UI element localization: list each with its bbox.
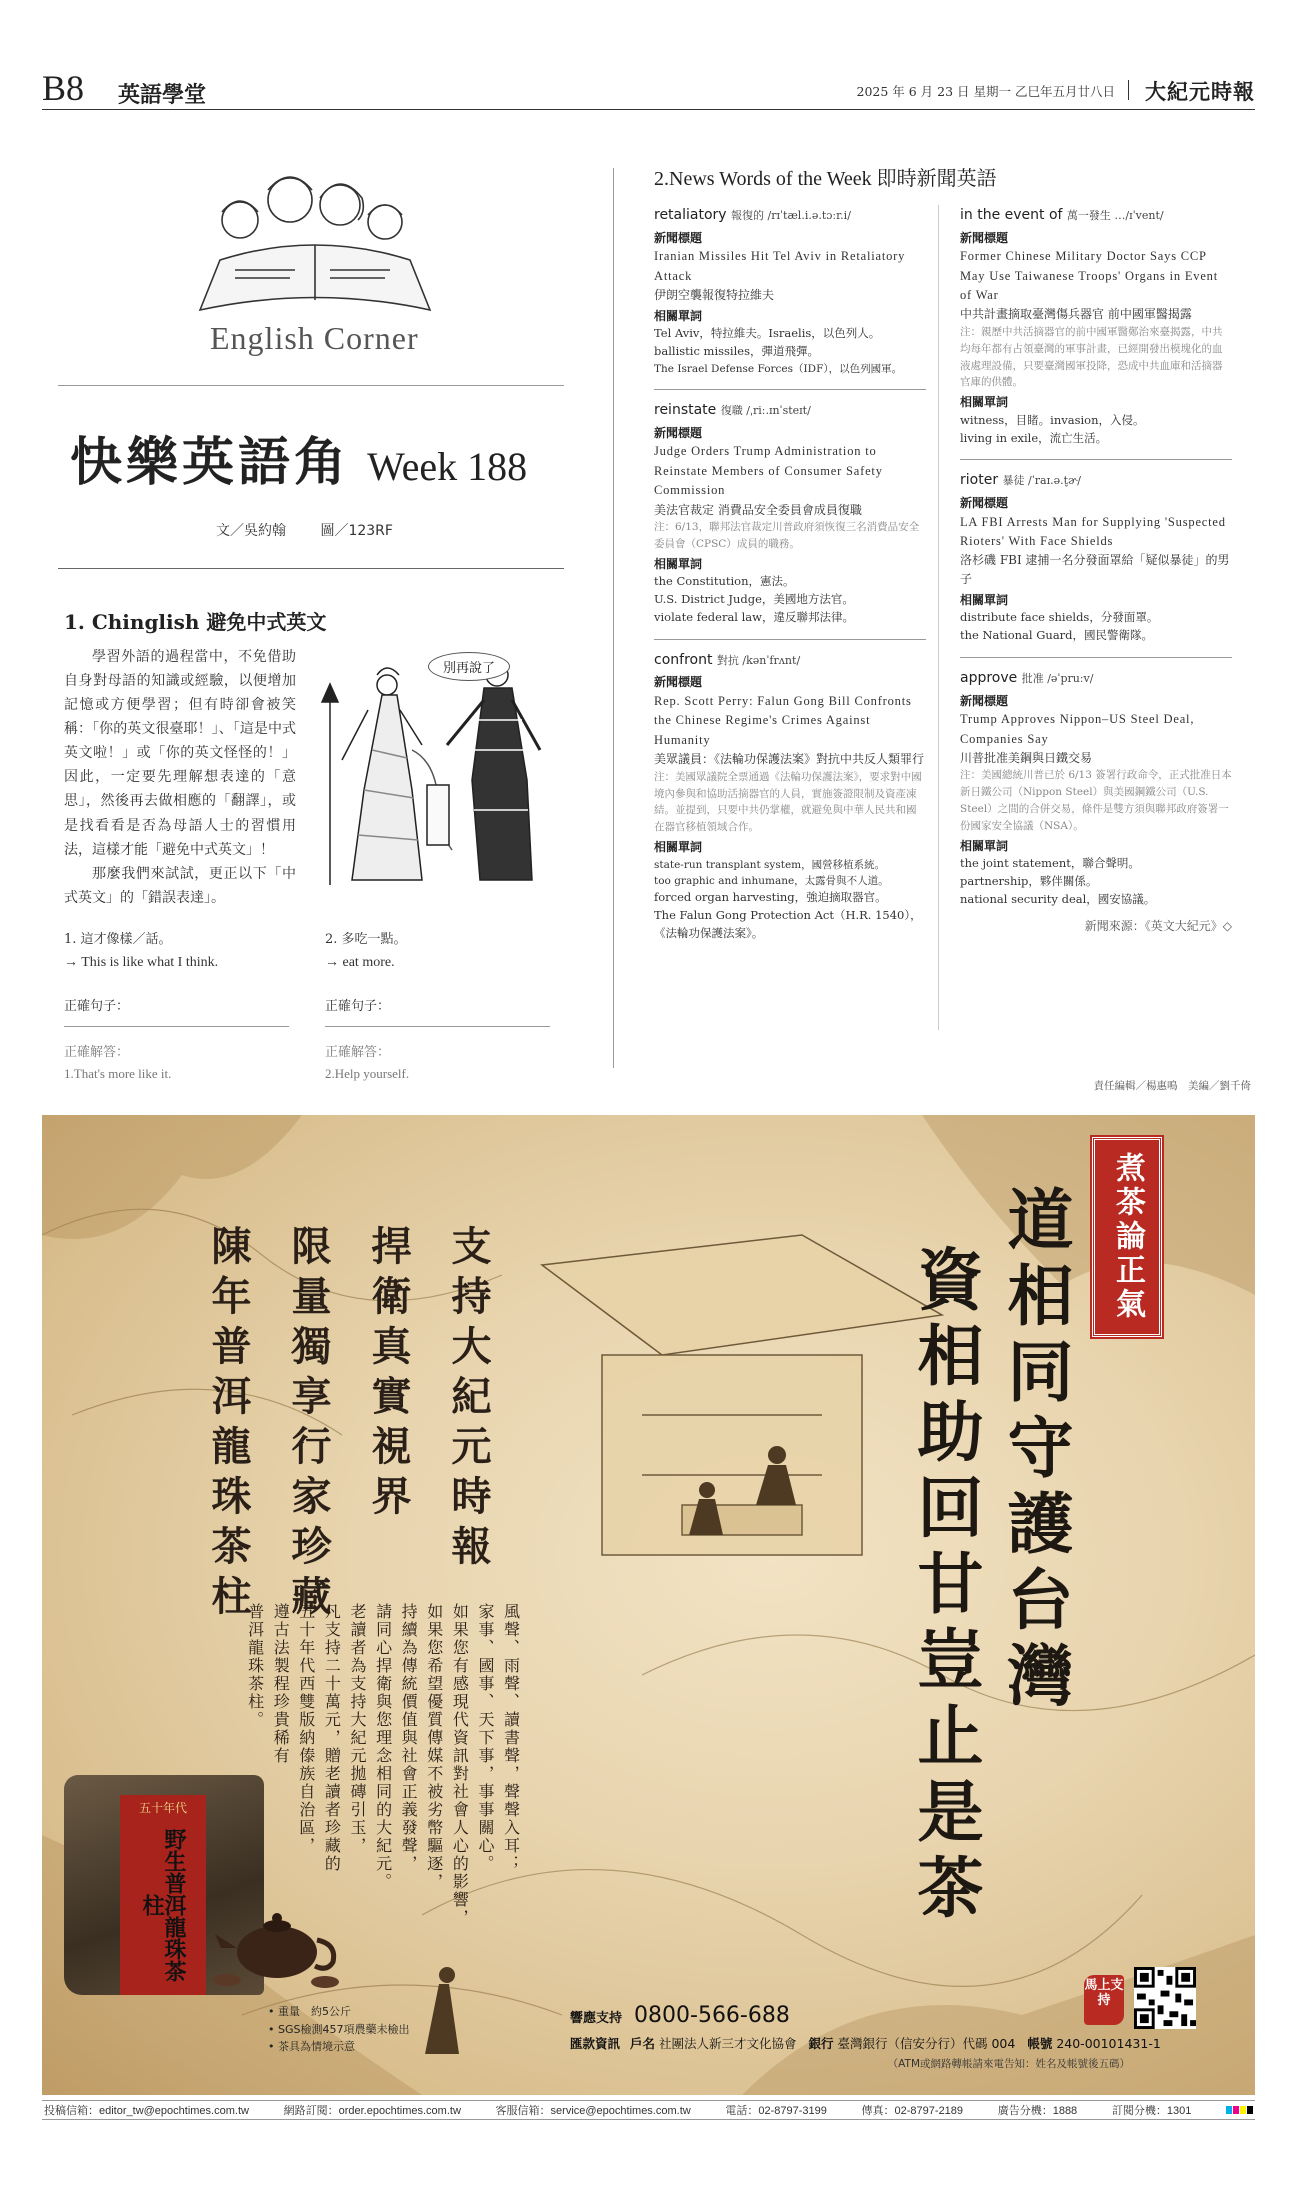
ad-body bbox=[242, 1603, 524, 1933]
support-stamp bbox=[1084, 1975, 1124, 2025]
exercise-2 bbox=[325, 928, 555, 1082]
news-col-1 bbox=[654, 205, 926, 942]
related-word: ballistic missiles，彈道飛彈。 bbox=[654, 344, 819, 359]
related-word: the National Guard，國民警衛隊。 bbox=[960, 628, 1154, 643]
headline-en: LA FBI Arrests Man for Supplying 'Suspected Rioters' With Face Shields bbox=[960, 514, 1226, 549]
paragraph: 學習外語的過程當中，不免借助自身對母語的知識或經驗，以便增加記憶或方便學習；但有時卻會被笑稱：「你的英文很臺耶！」、「這是中式英文啦！」或「你的英文怪怪的！」因此，一定要先理解想表達的「意思」，然後再去做相應的「翻譯」，或是找看看是否為母語人士的習慣用法，這樣才能「避免中式英文」！ bbox=[64, 649, 296, 858]
qr-code-icon[interactable] bbox=[1134, 1967, 1196, 2029]
byline-row bbox=[216, 520, 393, 540]
hotline-number[interactable]: 0800-566-688 bbox=[634, 2003, 790, 2028]
page-number: B8 bbox=[42, 68, 85, 108]
related-word: distribute face shields，分發面罩。 bbox=[960, 610, 1159, 625]
headline-en: Former Chinese Military Doctor Says CCP May Use Taiwanese Troops' Organs in Event of War bbox=[960, 249, 1219, 303]
news-entry bbox=[654, 205, 926, 377]
ad-heading-3: 限量獨享行家珍藏 bbox=[285, 1225, 332, 1625]
related-word: too graphic and inhumane，太露骨與不人道。 bbox=[654, 874, 889, 887]
headline-en: Judge Orders Trump Administration to Reinstate Members of Consumer Safety Commission bbox=[654, 444, 883, 498]
headline-en: Trump Approves Nippon–US Steel Deal, Companies Say bbox=[960, 712, 1195, 746]
footer-ad-ext: 廣告分機：1888 bbox=[997, 2105, 1078, 2117]
exercise-question: 2. 多吃一點。 bbox=[325, 932, 407, 947]
spec-text: 重量 約5公斤 bbox=[278, 2005, 351, 2018]
spec-item: • 重量 約5公斤 bbox=[268, 2005, 351, 2018]
headline-label: 新聞標題 bbox=[654, 675, 703, 690]
related-word: state-run transplant system，國營移植系統。 bbox=[654, 858, 886, 871]
ad-slogan-2: 資相助回甘豈止是茶 bbox=[906, 1245, 984, 1929]
greek-figures-illustration bbox=[312, 640, 562, 890]
headline-note: 注：6/13，聯邦法官裁定川普政府須恢復三名消費品安全委員會（CPSC）成員的職務。 bbox=[654, 521, 920, 550]
answer-label: 正確解答： bbox=[325, 1045, 391, 1060]
related-word: partnership，夥伴關係。 bbox=[960, 874, 1098, 889]
correct-sentence-label: 正確句子： bbox=[325, 999, 391, 1014]
headline-zh: 伊朗空襲報復特拉維夫 bbox=[654, 288, 775, 303]
headline-en: Rep. Scott Perry: Falun Gong Bill Confronts the Chinese Regime's Crimes Against Humanity bbox=[654, 694, 912, 747]
footer-email[interactable]: 投稿信箱：editor_tw@epochtimes.com.tw bbox=[44, 2105, 249, 2117]
headline-zh: 美法官裁定 消費品安全委員會成員復職 bbox=[654, 502, 862, 517]
footer-phone: 電話：02-8797-3199 bbox=[725, 2105, 827, 2117]
headline-note: 注：美國總統川普已於 6/13 簽署行政命令，正式批准日本新日鐵公司（Nippon Steel）與美國鋼鐵公司（U.S. Steel）之間的合併交易，條件是雙方須與聯邦政府簽署一份國家安全協議（NSA）。 bbox=[960, 769, 1232, 832]
hotline-row bbox=[570, 2003, 1130, 2028]
headline-label: 新聞標題 bbox=[654, 230, 703, 245]
acct-name: 社團法人新三才文化協會 bbox=[659, 2036, 797, 2051]
ad-body-line: 持續為傳統價值與社會正義發聲， bbox=[399, 1603, 419, 1873]
ad-badge bbox=[1092, 1137, 1162, 1337]
ad-body-line: 風聲、雨聲、讀書聲，聲聲入耳； bbox=[501, 1603, 521, 1873]
entry-rule bbox=[960, 657, 1232, 658]
entry-headword bbox=[960, 470, 1232, 492]
headline-note: 注：親歷中共活摘器官的前中國軍醫鄭治來臺揭露，中共均每年都有占領臺灣的軍事計畫，已經開發出模塊化的血液處理設備，只要臺灣國軍投降，恐成中共血庫和活摘器官庫的供體。 bbox=[960, 326, 1223, 389]
ad-body-line: 普洱龍珠茶柱。 bbox=[245, 1603, 265, 1729]
related-label: 相關單詞 bbox=[960, 395, 1009, 410]
tea-label-era: 五十年代 bbox=[138, 1801, 187, 1815]
answer-label: 正確解答： bbox=[64, 1045, 130, 1060]
chinglish-body bbox=[64, 645, 296, 910]
ad-body-line: 請同心捍衛與您理念相同的大紀元。 bbox=[373, 1603, 393, 1891]
word: reinstate bbox=[654, 402, 717, 419]
related-word: national security deal，國安協議。 bbox=[960, 891, 1156, 906]
footer-fax: 傳真：02-8797-2189 bbox=[861, 2105, 964, 2117]
issue-date: 2025 年 6 月 23 日 星期一 乙巳年五月廿八日 bbox=[856, 84, 1115, 99]
badge-text: 煮茶論正氣 bbox=[1110, 1152, 1145, 1322]
ad-body-line: 如果您有感現代資訊對社會人心的影響， bbox=[450, 1603, 470, 1927]
spec-text: SGS檢測457項農藥未檢出 bbox=[278, 2022, 410, 2036]
spec-item: • SGS檢測457項農藥未檢出 bbox=[268, 2022, 410, 2036]
word: rioter bbox=[960, 472, 999, 489]
headline-label: 新聞標題 bbox=[654, 425, 703, 440]
definition: 對抗 /kənˈfrʌnt/ bbox=[716, 653, 801, 667]
acct-name-label: 戶名 bbox=[630, 2036, 656, 2051]
related-label: 相關單詞 bbox=[960, 838, 1009, 853]
article-title bbox=[70, 420, 570, 495]
footer-subscribe[interactable]: 網路訂閱：order.epochtimes.com.tw bbox=[283, 2105, 461, 2117]
ad-body-line: 凡支持二十萬元，贈老讀者珍藏的 bbox=[322, 1603, 342, 1873]
news-entry bbox=[654, 650, 926, 943]
word: in the event of bbox=[960, 207, 1063, 223]
entry-headword bbox=[960, 205, 1232, 227]
photo-credit: 圖／123RF bbox=[320, 523, 393, 539]
related-word: The Falun Gong Protection Act（H.R. 1540），《法輪功保護法案》。 bbox=[654, 907, 922, 940]
account-label: 帳號 bbox=[1027, 2036, 1053, 2051]
headline-label: 新聞標題 bbox=[960, 230, 1009, 245]
english-corner-logo bbox=[180, 160, 450, 360]
headline-zh: 洛杉磯 FBI 逮捕一名分發面罩給「疑似暴徒」的男子 bbox=[960, 553, 1230, 587]
news-col-2 bbox=[960, 205, 1232, 935]
tea-advertisement bbox=[42, 1115, 1255, 2095]
related-word: the joint statement，聯合聲明。 bbox=[960, 856, 1140, 871]
entry-headword bbox=[654, 650, 926, 672]
related-word: witness，目睹。invasion，入侵。 bbox=[960, 412, 1145, 427]
answer-blank[interactable] bbox=[325, 1026, 550, 1027]
column-divider bbox=[938, 205, 939, 1030]
news-entry bbox=[960, 205, 1232, 447]
reading-people-illustration bbox=[180, 160, 450, 320]
spec-item: • 茶具為情境示意 bbox=[268, 2040, 355, 2054]
entry-rule bbox=[654, 639, 926, 640]
related-label: 相關單詞 bbox=[654, 839, 703, 854]
word: retaliatory bbox=[654, 207, 727, 223]
logo-caption: English Corner bbox=[210, 320, 419, 356]
headline-label: 新聞標題 bbox=[960, 693, 1009, 708]
answer-text: 2.Help yourself. bbox=[325, 1066, 410, 1081]
spec-text: 茶具為情境示意 bbox=[278, 2040, 355, 2054]
ad-heading-4: 陳年普洱龍珠茶柱 bbox=[205, 1225, 252, 1625]
ad-heading-1: 支持大紀元時報 bbox=[445, 1225, 492, 1575]
related-word: forced organ harvesting，強迫摘取器官。 bbox=[654, 890, 887, 905]
definition: 批准 /əˈpruːv/ bbox=[1021, 671, 1094, 685]
title-week: Week 188 bbox=[367, 444, 528, 489]
entry-headword bbox=[960, 668, 1232, 690]
definition: 暴徒 /ˈraɪ.ə.t̬ɚ/ bbox=[1002, 474, 1081, 488]
headline-label: 新聞標題 bbox=[960, 496, 1009, 511]
ad-heading-2: 捍衛真實視界 bbox=[365, 1225, 412, 1525]
paper-name: 大紀元時報 bbox=[1145, 79, 1255, 104]
entry-rule bbox=[654, 389, 926, 390]
related-word: Tel Aviv，特拉維夫。Israelis，以色列人。 bbox=[654, 326, 881, 341]
related-label: 相關單詞 bbox=[654, 308, 703, 323]
wrong-sentence: → eat more. bbox=[325, 955, 395, 970]
entry-headword bbox=[654, 400, 926, 422]
entry-rule bbox=[960, 459, 1232, 460]
divider-bar bbox=[1128, 80, 1130, 100]
related-word: the Constitution，憲法。 bbox=[654, 574, 795, 589]
ad-slogan-1: 道相同守護台灣 bbox=[996, 1185, 1074, 1717]
headline-note: 注：美國眾議院全票通過《法輪功保護法案》，要求對中國境內參與和協助活摘器官的人員，實施簽證限制及資產凍結。並提到，只要中共仍掌權，就避免與中華人民共和國在器官移植領域合作。 bbox=[654, 770, 922, 834]
correct-sentence-label: 正確句子： bbox=[64, 999, 130, 1014]
paragraph: 那麼我們來試試，更正以下「中式英文」的「錯誤表達」。 bbox=[64, 865, 296, 906]
related-word: violate federal law，違反聯邦法律。 bbox=[654, 609, 855, 624]
title-main: 快樂英語角 bbox=[70, 432, 351, 493]
news-source: 新聞來源：《英文大紀元》◇ bbox=[1084, 918, 1232, 933]
editor-credits: 責任編輯／楊惠鳴 美編／劉千倚 bbox=[1093, 1080, 1251, 1092]
news-entry bbox=[960, 470, 1232, 644]
definition: 復職 /ˌriː.ɪnˈsteɪt/ bbox=[720, 404, 811, 418]
related-word: The Israel Defense Forces（IDF），以色列國軍。 bbox=[654, 362, 903, 375]
chinglish-heading: 1. Chinglish 避免中式英文 bbox=[64, 610, 327, 634]
masthead bbox=[42, 68, 1255, 110]
exercise-1 bbox=[64, 928, 294, 1082]
color-registration-mark bbox=[1226, 2106, 1253, 2114]
headline-en: Iranian Missiles Hit Tel Aviv in Retaliatory Attack bbox=[654, 249, 906, 283]
speech-bubble bbox=[428, 652, 510, 681]
ad-body-line: 老讀者為支持大紀元拋磚引玉， bbox=[347, 1603, 367, 1855]
remit-label: 匯款資訊 bbox=[570, 2036, 621, 2051]
ad-contact bbox=[570, 2003, 1161, 2071]
related-label: 相關單詞 bbox=[960, 592, 1009, 607]
footer-sub-ext: 訂閱分機：1301 bbox=[1111, 2105, 1192, 2117]
news-entry bbox=[960, 668, 1232, 909]
definition: 萬一發生 …/ɪˈvent/ bbox=[1066, 209, 1164, 222]
tea-label bbox=[120, 1795, 206, 1995]
ad-body-line: 遵古法製程珍貴稀有 bbox=[271, 1603, 291, 1765]
tea-label-name: 野生普洱龍珠茶柱 bbox=[139, 1828, 187, 1982]
footer-bar bbox=[42, 2100, 1255, 2120]
ad-body-line: 如果您希望優質傳媒不被劣幣驅逐， bbox=[424, 1603, 444, 1891]
related-word: living in exile，流亡生活。 bbox=[960, 430, 1108, 445]
remit-note: （ATM或網路轉帳請來電告知：姓名及帳號後五碼） bbox=[887, 2058, 1130, 2070]
ad-body-line: 家事、國事、天下事，事事關心。 bbox=[475, 1603, 495, 1873]
word: approve bbox=[960, 669, 1018, 686]
footer-service[interactable]: 客服信箱：service@epochtimes.com.tw bbox=[495, 2105, 691, 2117]
news-entry bbox=[654, 400, 926, 627]
bank-label: 銀行 bbox=[808, 2036, 834, 2051]
definition: 報復的 /rɪˈtæl.i.ə.tɔːr.i/ bbox=[731, 209, 851, 222]
rule bbox=[58, 568, 564, 569]
answer-blank[interactable] bbox=[64, 1026, 289, 1027]
stamp-text: 馬上支持 bbox=[1084, 1978, 1124, 2008]
word: confront bbox=[654, 651, 713, 668]
rule bbox=[58, 385, 564, 386]
bubble-text: 別再說了 bbox=[443, 661, 496, 676]
ad-body-line: 五十年代西雙版納傣族自治區， bbox=[296, 1603, 316, 1855]
related-word: U.S. District Judge，美國地方法官。 bbox=[654, 592, 854, 607]
bank-name: 臺灣銀行（信安分行）代碼 004 bbox=[837, 2036, 1016, 2051]
headline-zh: 中共計畫摘取臺灣傷兵器官 前中國軍醫揭露 bbox=[960, 307, 1192, 322]
news-heading: 2.News Words of the Week 即時新聞英語 bbox=[654, 168, 997, 190]
product-specs bbox=[268, 2003, 409, 2056]
teapot-icon bbox=[207, 1890, 347, 1990]
exercise-question: 1. 這才像樣／話。 bbox=[64, 932, 172, 947]
entry-headword bbox=[654, 205, 926, 227]
wrong-sentence: → This is like what I think. bbox=[64, 955, 219, 970]
hotline-label: 響應支持 bbox=[570, 2011, 623, 2026]
remit-row bbox=[570, 2034, 1161, 2052]
answer-text: 1.That's more like it. bbox=[64, 1066, 172, 1081]
related-label: 相關單詞 bbox=[654, 556, 703, 571]
section-name: 英語學堂 bbox=[118, 82, 207, 108]
byline: 文／吳約翰 bbox=[216, 523, 286, 539]
headline-zh: 川普批准美鋼與日鐵交易 bbox=[960, 750, 1093, 765]
headline-zh: 美眾議員：《法輪功保護法案》對抗中共反人類罪行 bbox=[654, 752, 925, 767]
column-divider bbox=[613, 168, 614, 1068]
account-number[interactable]: 240-00101431-1 bbox=[1056, 2036, 1161, 2051]
